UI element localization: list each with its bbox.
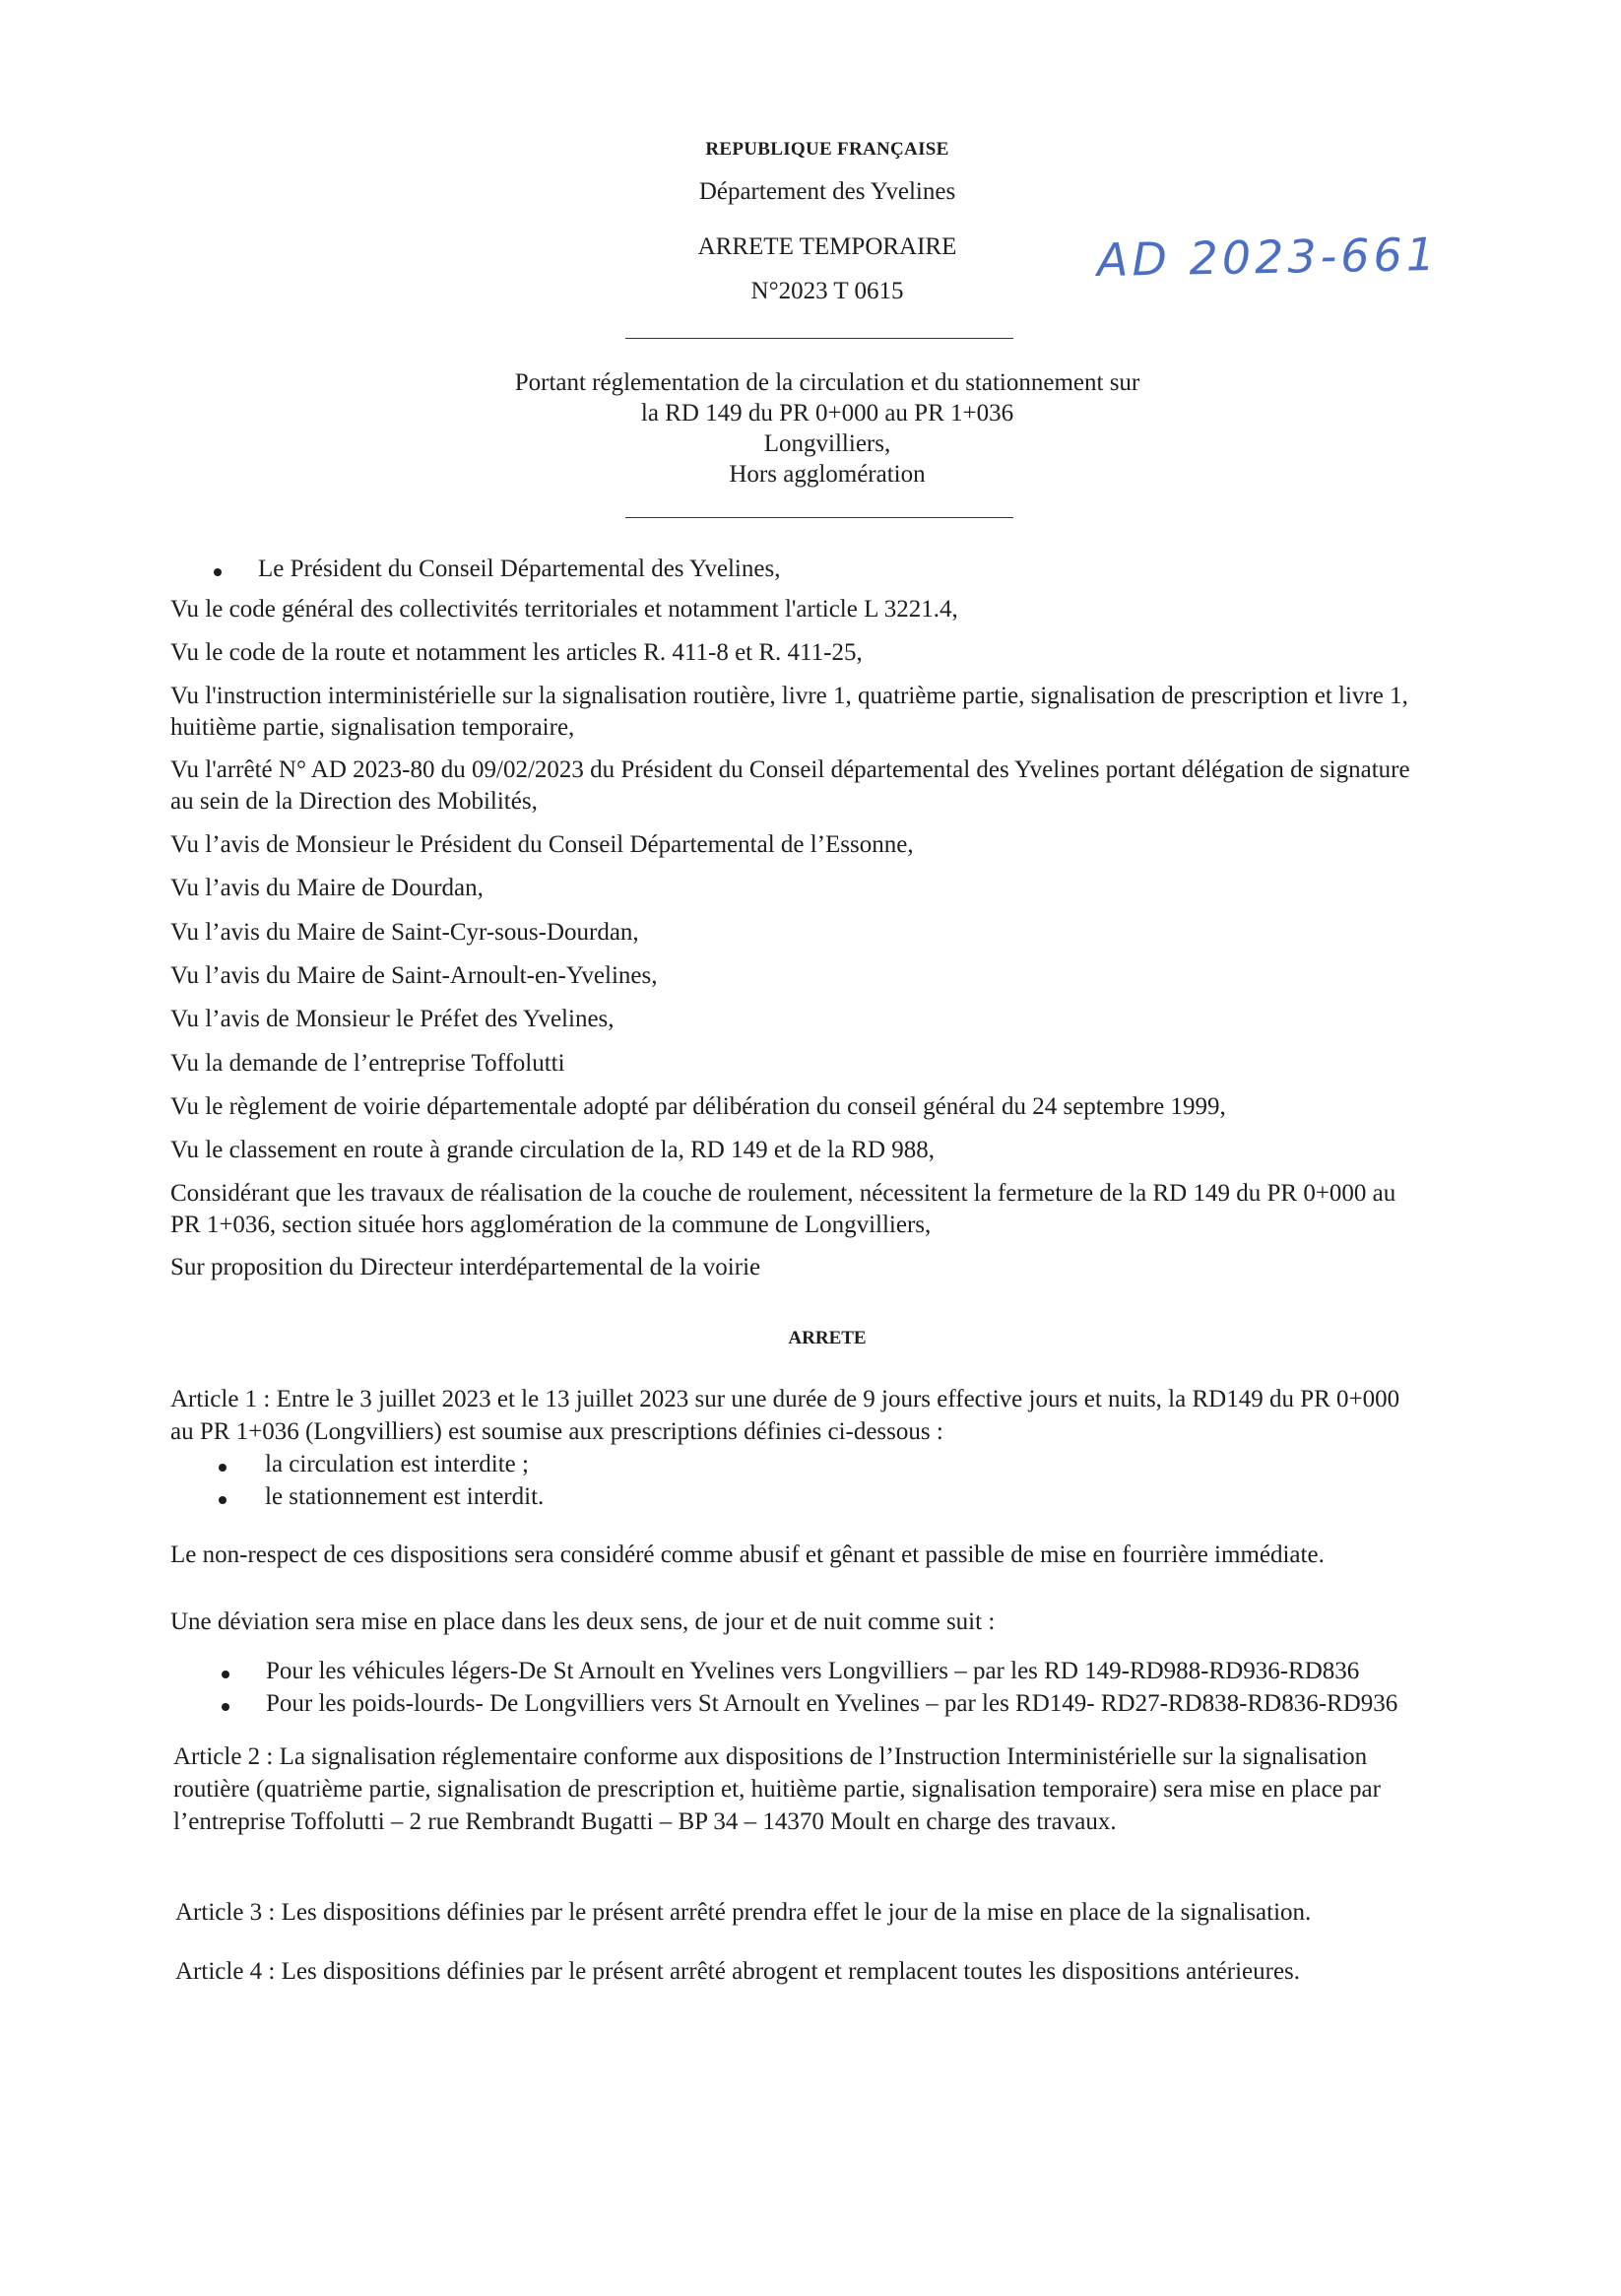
vu-line: Vu le code de la route et notamment les articles R. 411-8 et R. 411-25, [170, 639, 863, 666]
president-line: Le Président du Conseil Départemental des Yvelines, [258, 556, 781, 582]
subject-line-1: Portant réglementation de la circulation et du stationnement sur [514, 369, 1140, 396]
proposition-line: Sur proposition du Directeur interdépartemental de la voirie [170, 1254, 761, 1280]
article-1-bullet: le stationnement est interdit. [265, 1483, 545, 1510]
deviation-bullet: Pour les véhicules légers-De St Arnoult en Yvelines vers Longvilliers – par les RD 149-RD988-RD936-RD836 [266, 1658, 1360, 1684]
subject-divider [625, 517, 1013, 518]
vu-line: Vu l’avis de Monsieur le Préfet des Yvelines, [170, 1006, 615, 1032]
subject-line-3: Longvilliers, [763, 430, 891, 457]
article-1-line: au PR 1+036 (Longvilliers) est soumise aux prescriptions définies ci-dessous : [170, 1418, 943, 1445]
deviation-bullet: Pour les poids-lourds- De Longvilliers vers St Arnoult en Yvelines – par les RD149- RD27-RD838-RD836-RD936 [266, 1690, 1398, 1717]
bullet-dot [222, 1703, 229, 1711]
vu-line: Vu le classement en route à grande circulation de la, RD 149 et de la RD 988, [170, 1137, 936, 1163]
vu-line: Vu l’avis de Monsieur le Président du Conseil Départemental de l’Essonne, [170, 831, 914, 858]
article-2-line: routière (quatrième partie, signalisation de prescription et, huitième partie, signalisation temporaire) sera mise en place par [173, 1776, 1381, 1803]
vu-line: Vu l’avis du Maire de Saint-Arnoult-en-Yvelines, [170, 962, 658, 989]
article-2-line: l’entreprise Toffolutti – 2 rue Rembrandt Bugatti – BP 34 – 14370 Moult en charge des travaux. [173, 1808, 1117, 1835]
arrete-number: N°2023 T 0615 [750, 278, 904, 304]
article-3-line: Article 3 : Les dispositions définies par le présent arrêté prendra effet le jour de la mise en place de la signalisation. [175, 1899, 1312, 1926]
vu-line: Vu la demande de l’entreprise Toffolutti [170, 1050, 565, 1077]
vu-line: Vu l’avis du Maire de Dourdan, [170, 875, 484, 901]
vu-line: au sein de la Direction des Mobilités, [170, 788, 538, 815]
considerant-line: Considérant que les travaux de réalisation de la couche de roulement, nécessitent la fermeture de la RD 149 du PR 0+000 au [170, 1180, 1396, 1207]
considerant-line: PR 1+036, section située hors agglomération de la commune de Longvilliers, [170, 1212, 932, 1238]
deviation-intro: Une déviation sera mise en place dans les deux sens, de jour et de nuit comme suit : [170, 1608, 996, 1635]
article-1-bullet: la circulation est interdite ; [265, 1451, 529, 1477]
arrete-section-title: ARRETE [788, 1328, 867, 1348]
arrete-type-heading: ARRETE TEMPORAIRE [697, 233, 957, 260]
bullet-dot [219, 1496, 227, 1504]
vu-line: Vu le code général des collectivités territoriales et notamment l'article L 3221.4, [170, 596, 958, 623]
article-2-line: Article 2 : La signalisation réglementaire conforme aux dispositions de l’Instruction Interministérielle sur la signalisation [173, 1743, 1368, 1770]
republic-heading: REPUBLIQUE FRANÇAISE [705, 139, 949, 160]
subject-line-2: la RD 149 du PR 0+000 au PR 1+036 [640, 400, 1014, 426]
department-heading: Département des Yvelines [698, 178, 956, 205]
article-1-line: Article 1 : Entre le 3 juillet 2023 et le 13 juillet 2023 sur une durée de 9 jours effective jours et nuits, la RD149 du PR 0+000 [170, 1386, 1400, 1412]
vu-line: Vu l’avis du Maire de Saint-Cyr-sous-Dourdan, [170, 919, 639, 946]
vu-line: Vu le règlement de voirie départementale adopté par délibération du conseil général du 24 septembre 1999, [170, 1093, 1226, 1120]
bullet-dot [214, 568, 222, 576]
non-respect-line: Le non-respect de ces dispositions sera considéré comme abusif et gênant et passible de mise en fourrière immédiate. [170, 1542, 1325, 1568]
handwritten-reference: AD 2023-661 [1096, 227, 1440, 288]
header-divider [625, 338, 1013, 339]
subject-line-4: Hors agglomération [729, 461, 926, 488]
subject-block [433, 367, 1221, 490]
vu-line: huitième partie, signalisation temporaire, [170, 714, 575, 741]
vu-line: Vu l'instruction interministérielle sur la signalisation routière, livre 1, quatrième partie, signalisation de prescription et livre 1, [170, 683, 1408, 709]
bullet-dot [219, 1464, 227, 1472]
vu-line: Vu l'arrêté N° AD 2023-80 du 09/02/2023 du Président du Conseil départemental des Yvelines portant délégation de signature [170, 756, 1410, 783]
article-4-line: Article 4 : Les dispositions définies par le présent arrêté abrogent et remplacent toutes les dispositions antérieures. [175, 1958, 1301, 1985]
bullet-dot [222, 1671, 229, 1678]
